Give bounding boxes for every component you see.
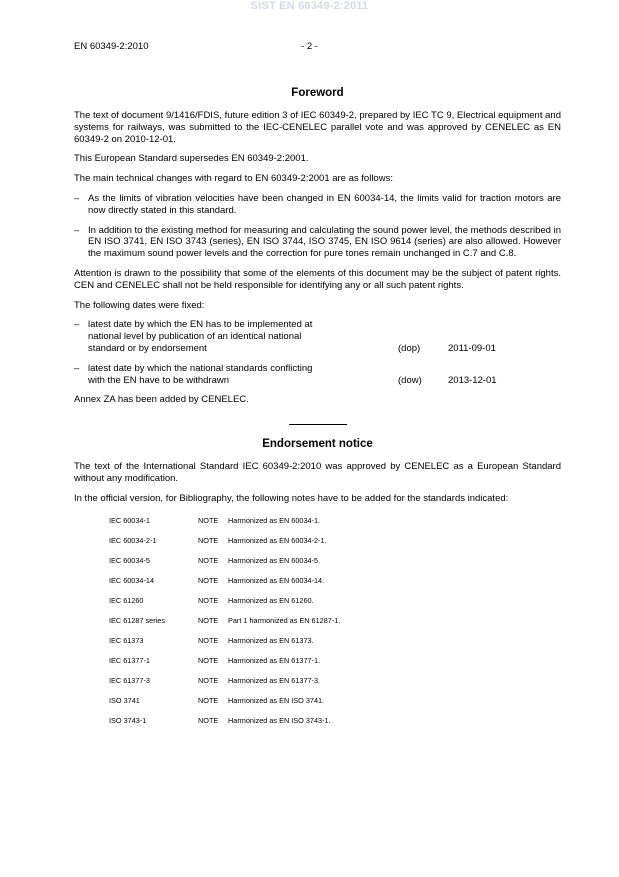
standard-reference: IEC 61373: [109, 635, 144, 645]
date-description: latest date by which the EN has to be implemented at national level by publication of an identical national standard or by endorsement: [88, 319, 313, 354]
note-keyword: NOTE: [198, 515, 219, 525]
page-number: - 2 -: [301, 41, 318, 52]
note-keyword: NOTE: [198, 715, 219, 725]
standard-reference: IEC 61377-1: [109, 655, 150, 665]
note-row: [109, 595, 561, 615]
endorsement-paragraph-1: The text of the International Standard IEC 60349-2:2010 was approved by CENELEC as a European Standard without any modification.: [74, 461, 561, 484]
note-keyword: NOTE: [198, 635, 219, 645]
note-keyword: NOTE: [198, 655, 219, 665]
note-text: Harmonized as EN 60034-2-1.: [228, 535, 327, 545]
change-list-item: [74, 225, 561, 260]
standard-reference: ISO 3741: [109, 695, 140, 705]
note-row: [109, 695, 561, 715]
note-text: Harmonized as EN 60034-14.: [228, 575, 325, 585]
date-value: 2011-09-01: [448, 342, 496, 354]
note-keyword: NOTE: [198, 615, 219, 625]
dash-marker: –: [74, 319, 80, 331]
foreword-paragraph-6: Annex ZA has been added by CENELEC.: [74, 394, 249, 406]
note-keyword: NOTE: [198, 555, 219, 565]
date-item-dow: [74, 363, 561, 387]
change-text: In addition to the existing method for measuring and calculating the sound power level, the methods described in EN ISO 3741, EN ISO 3743 (series), EN ISO 3744, ISO 3745, EN ISO 9614 (series) are also allowed. However the maximum sound power levels and the correction for pure tones remain unchanged in C.7 and C.8.: [88, 224, 561, 260]
standard-reference: IEC 61377-3: [109, 675, 150, 685]
note-row: [109, 535, 561, 555]
note-row: [109, 515, 561, 535]
change-text: As the limits of vibration velocities have been changed in EN 60034-14, the limits valid for traction motors are now directly stated in this standard.: [88, 192, 561, 216]
note-row: [109, 675, 561, 695]
watermark: SIST EN 60349-2:2011: [250, 0, 369, 12]
standard-reference: ISO 3743-1: [109, 715, 147, 725]
section-divider: [289, 424, 347, 425]
page-body: [74, 86, 561, 735]
note-text: Harmonized as EN 61377-1.: [228, 655, 321, 665]
note-keyword: NOTE: [198, 575, 219, 585]
foreword-title: Foreword: [291, 87, 344, 99]
note-text: Harmonized as EN 61373.: [228, 635, 314, 645]
document-id: EN 60349-2:2010: [74, 41, 149, 52]
date-item-dop: [74, 319, 561, 354]
bibliography-notes-list: [109, 515, 561, 735]
dash-marker: –: [74, 192, 80, 204]
note-row: [109, 655, 561, 675]
note-row: [109, 555, 561, 575]
note-text: Harmonized as EN 61377-3.: [228, 675, 321, 685]
date-description: latest date by which the national standards conflicting with the EN have to be withdrawn: [88, 362, 313, 386]
standard-reference: IEC 60034-1: [109, 515, 150, 525]
foreword-paragraph-3: The main technical changes with regard to EN 60349-2:2001 are as follows:: [74, 173, 393, 185]
note-row: [109, 635, 561, 655]
note-keyword: NOTE: [198, 675, 219, 685]
standard-reference: IEC 61260: [109, 595, 144, 605]
note-row: [109, 575, 561, 595]
standard-reference: IEC 60034-5: [109, 555, 150, 565]
foreword-paragraph-4: Attention is drawn to the possibility that some of the elements of this document may be the subject of patent rights. CEN and CENELEC shall not be held responsible for identifying any or all such patent rights.: [74, 267, 561, 291]
note-text: Harmonized as EN 60034-5.: [228, 555, 321, 565]
note-row: [109, 615, 561, 635]
note-row: [109, 715, 561, 735]
endorsement-paragraph-2: In the official version, for Bibliography, the following notes have to be added for the standards indicated:: [74, 492, 509, 504]
note-keyword: NOTE: [198, 695, 219, 705]
dash-marker: –: [74, 362, 80, 374]
endorsement-title: Endorsement notice: [262, 438, 373, 451]
note-text: Harmonized as EN ISO 3741.: [228, 695, 325, 705]
change-list-item: [74, 193, 561, 217]
foreword-paragraph-1: The text of document 9/1416/FDIS, future edition 3 of IEC 60349-2, prepared by IEC TC 9, Electrical equipment and systems for railways, was submitted to the IEC-CENELEC parallel vote and was approved by CENELEC as EN 60349-2 on 2010-12-01.: [74, 110, 561, 145]
foreword-paragraph-2: This European Standard supersedes EN 60349-2:2001.: [74, 153, 309, 165]
note-keyword: NOTE: [198, 535, 219, 545]
standard-reference: IEC 60034-2-1: [109, 535, 157, 545]
note-text: Part 1 harmonized as EN 61287-1.: [228, 615, 341, 625]
standard-reference: IEC 61287 series: [109, 615, 165, 625]
note-text: Harmonized as EN ISO 3743-1.: [228, 715, 331, 725]
note-text: Harmonized as EN 61260.: [228, 595, 314, 605]
date-abbreviation: (dow): [398, 374, 422, 386]
date-abbreviation: (dop): [398, 342, 421, 354]
foreword-paragraph-5: The following dates were fixed:: [74, 299, 205, 311]
note-text: Harmonized as EN 60034-1.: [228, 515, 321, 525]
standard-reference: IEC 60034-14: [109, 575, 155, 585]
note-keyword: NOTE: [198, 595, 219, 605]
dash-marker: –: [74, 224, 80, 236]
date-value: 2013-12-01: [448, 374, 497, 386]
